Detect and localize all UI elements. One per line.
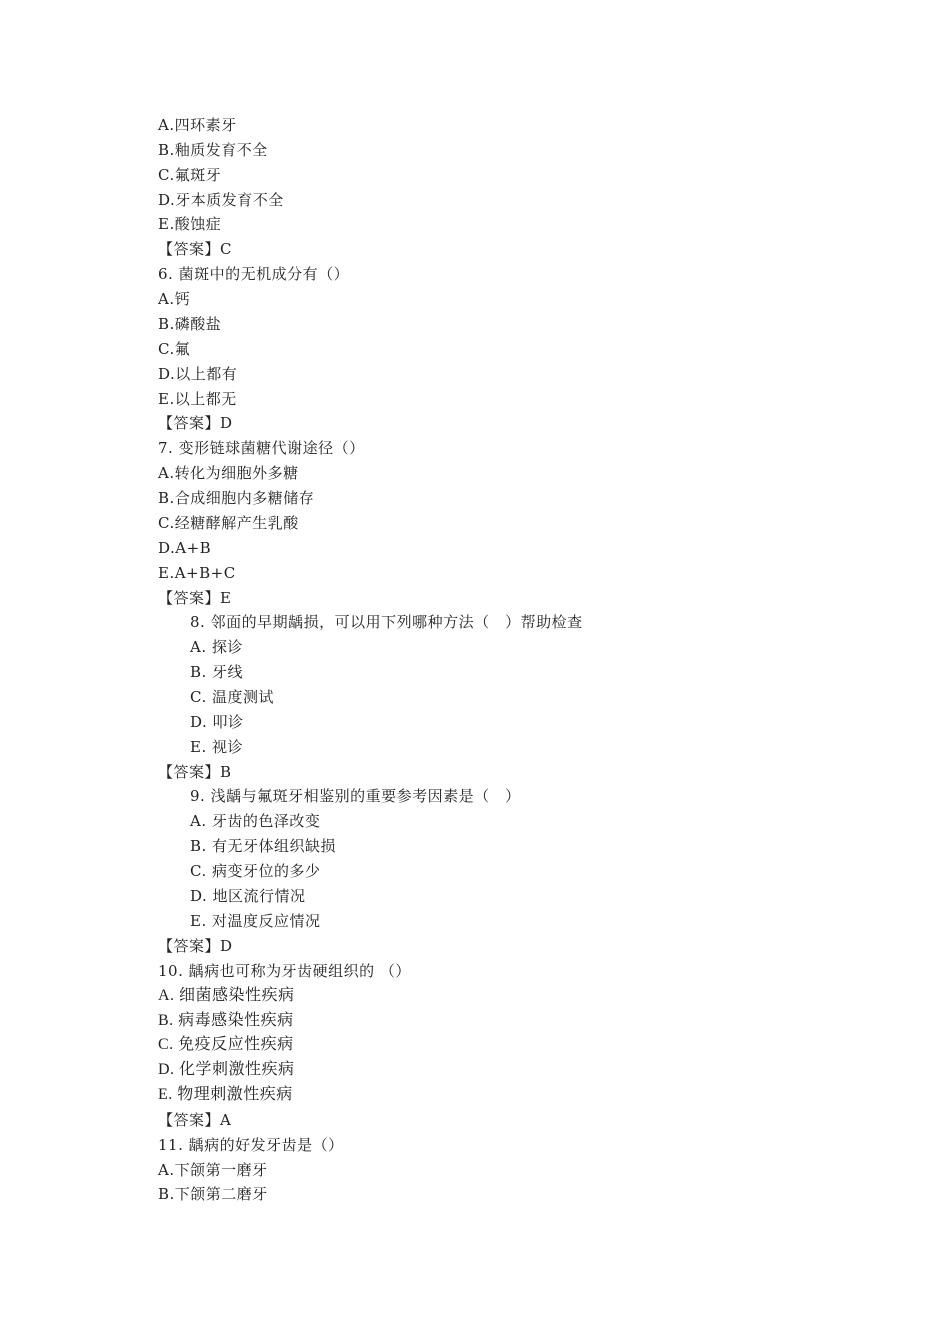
question-line: 7. 变形链球菌糖代谢途径（） xyxy=(158,439,365,457)
option-line: D. 叩诊 xyxy=(190,713,244,731)
option-line: D.以上都有 xyxy=(158,365,238,383)
option-line: A. 细菌感染性疾病 xyxy=(158,987,295,1004)
option-line: B. 病毒感染性疾病 xyxy=(158,1012,294,1029)
option-line: C. 病变牙位的多少 xyxy=(190,862,321,880)
option-line: B.磷酸盐 xyxy=(158,315,222,333)
answer-line: 【答案】A xyxy=(158,1111,232,1129)
option-line: A. 牙齿的色泽改变 xyxy=(190,812,321,830)
option-line: C.氟斑牙 xyxy=(158,166,222,184)
answer-line: 【答案】D xyxy=(158,937,233,955)
option-line: C. 免疫反应性疾病 xyxy=(158,1036,294,1053)
answer-line: 【答案】D xyxy=(158,414,233,432)
option-line: A.下颌第一磨牙 xyxy=(158,1161,268,1179)
option-line: D.A+B xyxy=(158,539,212,557)
option-line: B.下颌第二磨牙 xyxy=(158,1185,268,1203)
option-line: E.酸蚀症 xyxy=(158,215,222,233)
question-line: 11. 龋病的好发牙齿是（） xyxy=(158,1136,344,1154)
question-line: 9. 浅龋与氟斑牙相鉴别的重要参考因素是（ ） xyxy=(190,787,521,805)
option-line: C.经糖酵解产生乳酸 xyxy=(158,514,299,532)
option-line: B. 牙线 xyxy=(190,663,244,681)
option-line: C.氟 xyxy=(158,340,191,358)
question-line: 10. 龋病也可称为牙齿硬组织的 （） xyxy=(158,962,411,980)
question-line: 6. 菌斑中的无机成分有（） xyxy=(158,265,350,283)
option-line: A.转化为细胞外多糖 xyxy=(158,464,299,482)
option-line: D. 化学刺激性疾病 xyxy=(158,1061,295,1078)
option-line: A.钙 xyxy=(158,290,191,308)
option-line: E.A+B+C xyxy=(158,564,236,582)
option-line: B.釉质发育不全 xyxy=(158,141,268,159)
option-line: E.以上都无 xyxy=(158,390,237,408)
option-line: E. 视诊 xyxy=(190,738,243,756)
option-line: A.四环素牙 xyxy=(158,116,237,134)
answer-line: 【答案】B xyxy=(158,763,232,781)
answer-line: 【答案】C xyxy=(158,240,232,258)
option-line: E. 对温度反应情况 xyxy=(190,912,321,930)
option-line: A. 探诊 xyxy=(190,638,243,656)
option-line: B.合成细胞内多糖储存 xyxy=(158,489,315,507)
option-line: C. 温度测试 xyxy=(190,688,274,706)
option-line: E. 物理刺激性疾病 xyxy=(158,1086,293,1103)
option-line: B. 有无牙体组织缺损 xyxy=(190,837,337,855)
answer-line: 【答案】E xyxy=(158,589,232,607)
option-line: D.牙本质发育不全 xyxy=(158,191,284,209)
question-line: 8. 邻面的早期龋损，可以用下列哪种方法（ ）帮助检查 xyxy=(190,613,583,631)
option-line: D. 地区流行情况 xyxy=(190,887,306,905)
